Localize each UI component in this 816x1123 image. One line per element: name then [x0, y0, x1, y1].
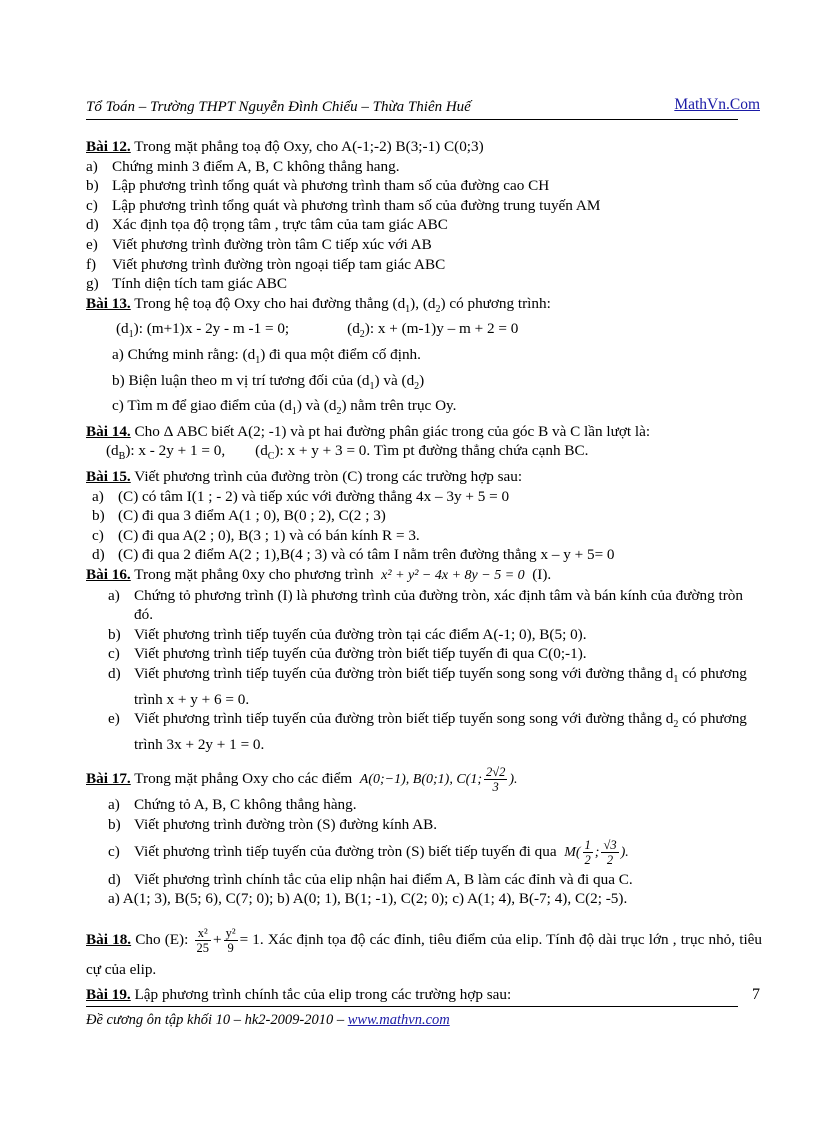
b16-intro: Bài 16. Trong mặt phẳng 0xy cho phương trình x² + y² − 4x + 8y − 5 = 0 (I).	[86, 566, 552, 584]
b15-item-c: c) (C) đi qua A(2 ; 0), B(3 ; 1) và có bán kính R = 3.	[92, 526, 420, 544]
page-footer: Đề cương ôn tập khối 10 – hk2-2009-2010 – www.mathvn.com	[86, 1012, 450, 1028]
b15-item-d: d) (C) đi qua 2 điểm A(2 ; 1),B(4 ; 3) và có tâm I nằm trên đường thẳng x – y + 5= 0	[92, 546, 615, 564]
b12-item-e: e) Viết phương trình đường tròn tâm C tiếp xúc với AB	[86, 235, 432, 253]
b17-intro: Bài 17. Trong mặt phẳng Oxy cho các điểm A(0;−1), B(0;1), C(1; $\frac{2√2}{3}$ ).	[86, 765, 518, 795]
b16-item-e: e) Viết phương trình tiếp tuyến của đường tròn biết tiếp tuyến song song với đường thẳng $d_2$ có phương trình 3x + 2y + 1 = 0.	[108, 710, 747, 753]
b17-extra: a) A(1; 3), B(5; 6), C(7; 0); b) A(0; 1), B(1; -1), C(2; 0); c) A(1; 4), B(-7; 4), C(2; -5).	[108, 890, 628, 908]
b16-title: Bài 16.	[86, 566, 131, 584]
header-divider	[86, 119, 738, 120]
b12-item-a: a) Chứng minh 3 điểm A, B, C không thẳng hang.	[86, 157, 400, 175]
b13-item-b: b) Biện luận theo m vị trí tương đối của $(d_1)$ và $(d_2)$	[112, 371, 425, 392]
b16-item-d: d) Viết phương trình tiếp tuyến của đường tròn biết tiếp tuyến song song với đường thẳng $d_1$ có phương trình x + y + 6 = 0.	[108, 665, 747, 708]
b17-m-frac2: $\frac{√3}{2}$	[603, 837, 617, 867]
b15-title: Bài 15.	[86, 468, 131, 486]
b14-title: Bài 14.	[86, 422, 131, 440]
b16-equation: x² + y² − 4x + 8y − 5 = 0	[381, 568, 525, 584]
b18-frac-y: $\frac{\text{y²}}{9}$	[225, 925, 236, 955]
b18-title: Bài 18.	[86, 930, 132, 948]
b15-item-b: b) (C) đi qua 3 điểm A(1 ; 0), B(0 ; 2), C(2 ; 3)	[92, 507, 386, 525]
b14-intro: Bài 14. Cho Δ ABC biết A(2; -1) và pt hai đường phân giác trong của góc B và C lần lượt là:	[86, 422, 651, 440]
b12-item-d: d) Xác định tọa độ trọng tâm , trực tâm của tam giác ABC	[86, 216, 448, 234]
b15-item-a: a) (C) có tâm I(1 ; - 2) và tiếp xúc với đường thẳng 4x – 3y + 5 = 0	[92, 487, 510, 505]
b17-item-a: a) Chứng tỏ A, B, C không thẳng hàng.	[108, 796, 357, 814]
b12-item-f: f) Viết phương trình đường tròn ngoại tiếp tam giác ABC	[86, 255, 446, 273]
b12-item-c: c) Lập phương trình tổng quát và phương trình tham số của đường trung tuyến AM	[86, 196, 601, 214]
footer-divider	[86, 1006, 738, 1007]
b17-item-c: c) Viết phương trình tiếp tuyến của đường tròn (S) biết tiếp tuyến đi qua M( $\frac{1}{2}$ ; $\frac{√3}{2}$ ).	[108, 837, 629, 867]
page-header	[86, 96, 762, 120]
b14-bisectors: $(d_B)$: x - 2y + 1 = 0, $(d_C)$: x + y + 3 = 0. Tìm pt đường thẳng chứa cạnh BC.	[106, 442, 589, 463]
b12-item-b: b) Lập phương trình tổng quát và phương trình tham số của đường cao CH	[86, 177, 550, 195]
b19-text: Bài 19. Lập phương trình chính tắc của elip trong các trường hợp sau:	[86, 985, 512, 1003]
b17-m-frac1: $\frac{1}{2}$	[584, 837, 591, 867]
header-school: Tổ Toán – Trường THPT Nguyễn Đình Chiểu – Thừa Thiên Huế	[86, 99, 471, 115]
b17-item-d: d) Viết phương trình chính tắc của elip nhận hai điểm A, B làm các đỉnh và đi qua C.	[108, 870, 633, 888]
b13-item-c: c) Tìm m để giao điểm của $(d_1)$ và $(d_2)$ nằm trên trục Oy.	[112, 397, 457, 418]
b13-title: Bài 13.	[86, 294, 131, 312]
b12-title: Bài 12.	[86, 138, 131, 155]
b15-intro: Bài 15. Viết phương trình của đường tròn (C) trong các trường hợp sau:	[86, 468, 523, 486]
b17-c-fraction: $\frac{2√2}{3}$	[485, 765, 506, 795]
b16-item-c: c) Viết phương trình tiếp tuyến của đường tròn biết tiếp tuyến đi qua C(0;-1).	[108, 645, 587, 663]
b13-equations: $(d_1)$: (m+1)x - 2y - m -1 = 0; $(d_2)$: x + (m-1)y – m + 2 = 0	[116, 320, 519, 341]
footer-link[interactable]: www.mathvn.com	[347, 1012, 450, 1028]
header-site-link[interactable]: MathVn.Com	[674, 96, 760, 113]
b19-title: Bài 19.	[86, 985, 131, 1003]
b17-item-b: b) Viết phương trình đường tròn (S) đường kính AB.	[108, 816, 438, 834]
b16-item-b: b) Viết phương trình tiếp tuyến của đường tròn tại các điểm A(-1; 0), B(5; 0).	[108, 625, 587, 643]
b13-item-a: a) Chứng minh rằng: $(d_1)$ đi qua một điểm cố định.	[112, 346, 421, 367]
b12-intro: Bài 12. Trong mặt phẳng toạ độ Oxy, cho A(-1;-2) B(3;-1) C(0;3)	[86, 138, 484, 155]
page-number: 7	[752, 986, 760, 1003]
b16-item-a: a) Chứng tỏ phương trình (I) là phương trình của đường tròn, xác định tâm và bán kính của đường tròn đó.	[108, 586, 743, 624]
b18-text: Bài 18. Cho (E): $\frac{\text{x²}}{25}$ + $\frac{\text{y²}}{9}$ = 1. Xác định tọa độ các đỉnh, tiêu điểm của elip. Tính độ dài trục lớn , trục nhỏ, tiêu cự của elip.	[86, 925, 763, 978]
b17-title: Bài 17.	[86, 770, 131, 788]
page-content	[86, 137, 762, 1004]
b18-frac-x: $\frac{\text{x²}}{25}$	[196, 925, 209, 955]
b13-intro: Bài 13. Trong hệ toạ độ Oxy cho hai đường thẳng $(d_1)$, $(d_2)$ có phương trình:	[86, 294, 551, 315]
b12-item-g: g) Tính diện tích tam giác ABC	[86, 275, 288, 293]
